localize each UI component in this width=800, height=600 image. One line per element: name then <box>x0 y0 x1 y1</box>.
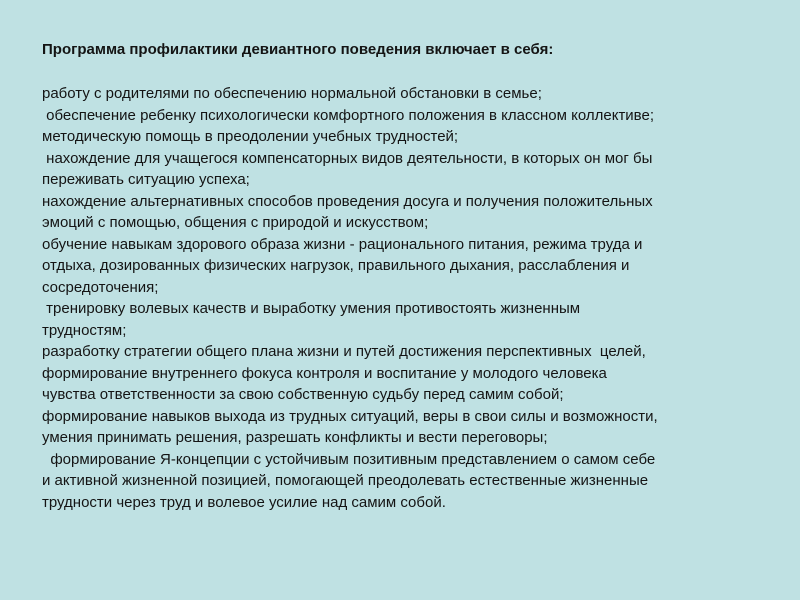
text-line: формирование навыков выхода из трудных ситуаций, веры в свои силы и возможности, <box>42 407 658 425</box>
body-text <box>42 83 782 513</box>
text-line: нахождение альтернативных способов проведения досуга и получения положительных <box>42 192 653 210</box>
text-line: чувства ответственности за свою собственную судьбу перед самим собой; <box>42 386 564 403</box>
slide-content <box>42 39 782 513</box>
text-line: трудности через труд и волевое усилие над самим собой. <box>42 493 446 511</box>
slide-title: Программа профилактики девиантного поведения включает в себя: <box>42 41 554 58</box>
text-line: формирование внутреннего фокуса контроля и воспитание у молодого человека <box>42 364 607 382</box>
text-line: и активной жизненной позицией, помогающей преодолевать естественные жизненные <box>42 472 649 489</box>
text-line: трудностям; <box>42 321 127 339</box>
text-line: формирование Я-концепции с устойчивым позитивным представлением о самом себе <box>42 450 656 468</box>
text-line: обучение навыкам здорового образа жизни - рационального питания, режима труда и <box>42 235 643 253</box>
text-line: умения принимать решения, разрешать конфликты и вести переговоры; <box>42 429 548 446</box>
text-line: обеспечение ребенку психологически комфортного положения в классном коллективе; <box>42 106 654 124</box>
text-line: отдыха, дозированных физических нагрузок, правильного дыхания, расслабления и <box>42 257 630 274</box>
text-line: работу с родителями по обеспечению нормальной обстановки в семье; <box>42 85 542 102</box>
text-line: нахождение для учащегося компенсаторных видов деятельности, в которых он мог бы <box>42 149 653 167</box>
text-line: переживать ситуацию успеха; <box>42 171 250 188</box>
text-line: методическую помощь в преодолении учебных трудностей; <box>42 128 459 145</box>
text-line: сосредоточения; <box>42 278 159 296</box>
text-line: разработку стратегии общего плана жизни и путей достижения перспективных целей, <box>42 343 646 360</box>
text-line: тренировку волевых качеств и выработку умения противостоять жизненным <box>42 300 581 317</box>
text-line: эмоций с помощью, общения с природой и искусством; <box>42 214 429 231</box>
